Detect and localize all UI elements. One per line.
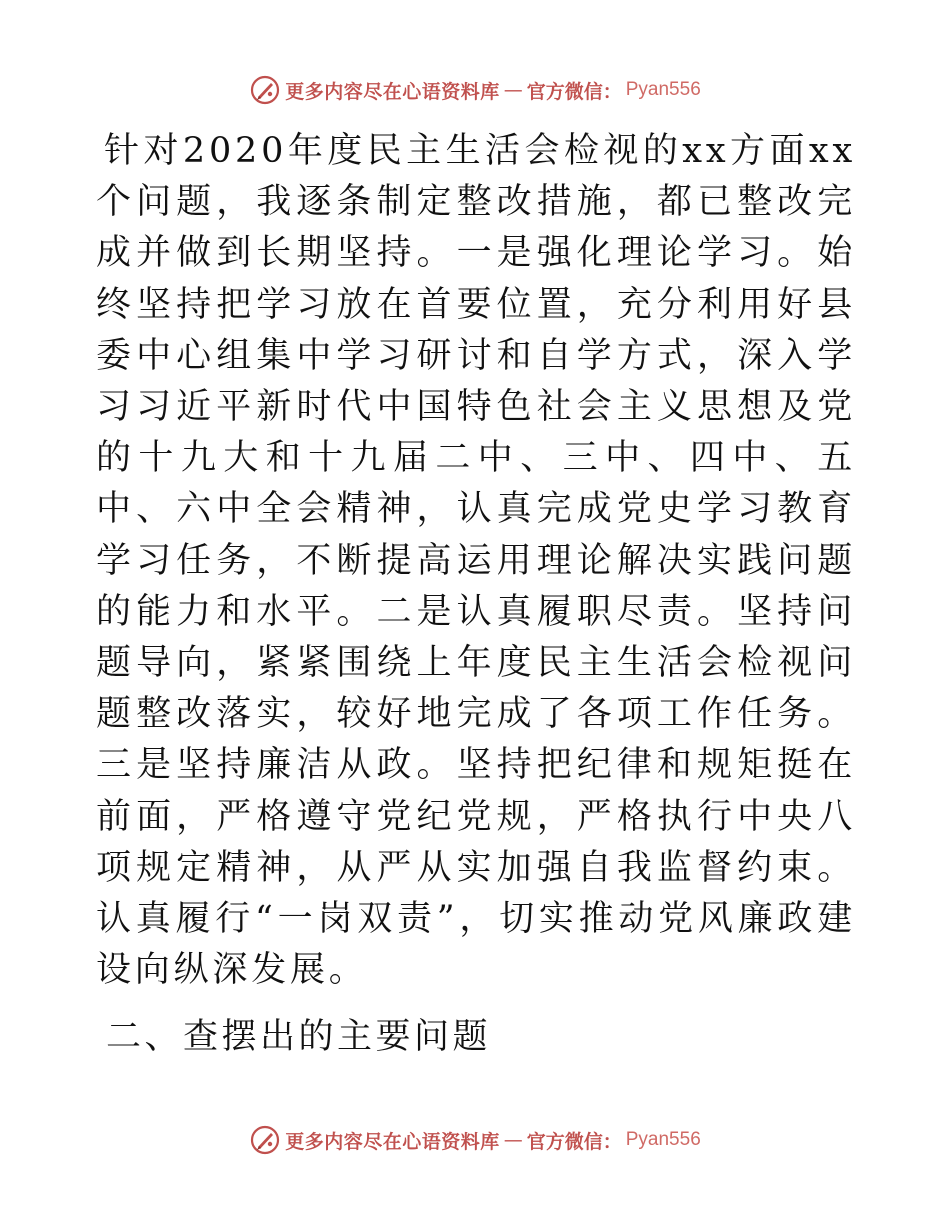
watermark-header bbox=[0, 70, 950, 110]
quill-pen-logo-icon bbox=[249, 1124, 281, 1156]
watermark-official-label: 官方微信： bbox=[526, 80, 622, 103]
body-paragraph: 针对2020年度民主生活会检视的xx方面xx个问题，我逐条制定整改措施，都已整改完成并做到长期坚持。一是强化理论学习。始终坚持把学习放在首要位置，充分利用好县委中心组集中学习研讨和自学方式，深入学习习近平新时代中国特色社会主义思想及党的十九大和十九届二中、三中、四中、五中、六中全会精神，认真完成党史学习教育学习任务，不断提高运用理论解决实践问题的能力和水平。二是认真履职尽责。坚持问题导向，紧紧围绕上年度民主生活会检视问题整改落实，较好地完成了各项工作任务。三是坚持廉洁从政。坚持把纪律和规矩挺在前面，严格遵守党纪党规，严格执行中央八项规定精神，从严从实加强自我监督约束。认真履行“一岗双责”，切实推动党风廉政建设向纵深发展。 bbox=[96, 131, 856, 991]
watermark-wechat-id: Pyan556 bbox=[625, 79, 701, 100]
watermark-wechat-id: Pyan556 bbox=[625, 1129, 701, 1150]
watermark-main-text: 更多内容尽在心语资料库 bbox=[285, 1130, 500, 1153]
section-heading: 二、查摆出的主要问题 bbox=[106, 1017, 492, 1057]
watermark-separator: — bbox=[503, 79, 523, 101]
watermark-main-text: 更多内容尽在心语资料库 bbox=[285, 80, 500, 103]
quill-pen-logo-icon bbox=[249, 74, 281, 106]
watermark-official-label: 官方微信： bbox=[526, 1130, 622, 1153]
watermark-separator: — bbox=[503, 1129, 523, 1151]
watermark-footer bbox=[0, 1120, 950, 1160]
document-body bbox=[96, 126, 856, 996]
